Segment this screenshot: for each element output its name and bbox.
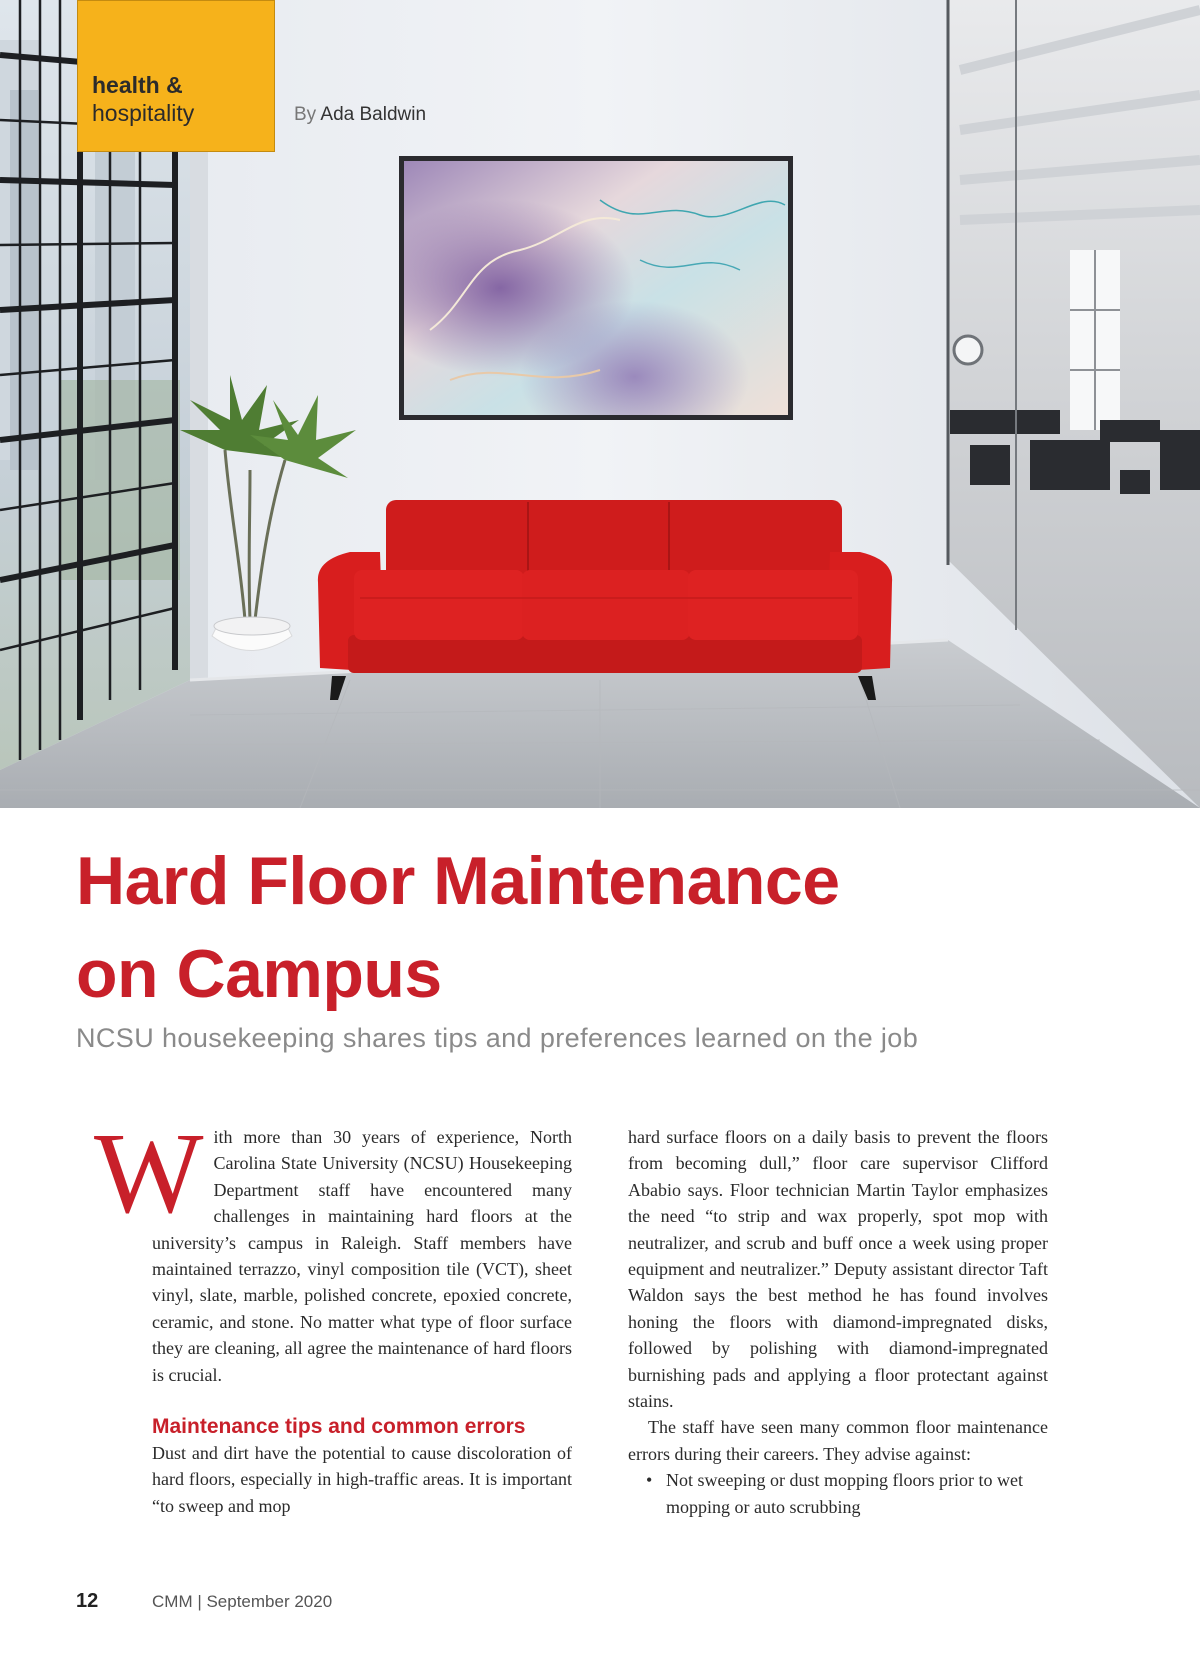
section-tag	[77, 0, 275, 152]
errors-intro: The staff have seen many common floor maintenance errors during their careers. They advise against:	[628, 1417, 1048, 1464]
page-number: 12	[76, 1590, 99, 1612]
hero-photo	[0, 0, 1200, 808]
article-headline	[76, 835, 1126, 1021]
list-item: • Not sweeping or dust mopping floors prior to wet mopping or auto scrubbing	[646, 1470, 1023, 1517]
footer-publication: CMM | September 2020	[152, 1592, 333, 1611]
drop-cap: W	[94, 1110, 204, 1238]
errors-list	[628, 1467, 1048, 1520]
section-heading: Maintenance tips and common errors	[152, 1415, 526, 1439]
section-paragraph-start: Dust and dirt have the potential to cause discoloration of hard floors, especially in high-traffic areas. It is important “to sweep and mop	[152, 1443, 572, 1516]
byline-author: Ada Baldwin	[320, 104, 427, 125]
article-subheadline: NCSU housekeeping shares tips and preferences learned on the job	[76, 1023, 919, 1053]
byline-prefix: By	[294, 104, 317, 125]
section-paragraph-continued: hard surface floors on a daily basis to prevent the floors from becoming dull,” floor care supervisor Clifford Ababio says. Floor technician Martin Taylor emphasizes the need “to strip and wax properly, spot mop with neutralizer, and scrub and buff once a week using proper equipment and neutralizer.” Deputy assistant director Taft Waldon says the best method he has found involves honing the floors with diamond-impregnated disks, followed by polishing with diamond-impregnated burnishing pads and applying a floor protectant against stains.	[628, 1127, 1048, 1412]
list-item-text: Not sweeping or dust mopping floors prior to wet mopping or auto scrubbing	[666, 1470, 1023, 1517]
headline-line2: on Campus	[76, 936, 442, 1012]
section-tag-line2: hospitality	[92, 100, 195, 126]
intro-paragraph	[94, 1110, 572, 1388]
headline-line1: Hard Floor Maintenance	[76, 843, 840, 919]
byline	[294, 104, 426, 126]
section-tag-line1: health &	[92, 72, 183, 98]
article-column-left	[94, 1110, 572, 1519]
article-column-right	[628, 1124, 1048, 1520]
intro-text: ith more than 30 years of experience, North Carolina State University (NCSU) Housekeeping Department staff have encountered many challenges in maintaining hard floors at the university’s campus in Raleigh. Staff members have maintained terrazzo, vinyl composition tile (VCT), sheet vinyl, slate, marble, polished concrete, epoxied concrete, ceramic, and stone. No matter what type of floor surface they are cleaning, all agree the maintenance of hard floors is crucial.	[152, 1127, 572, 1385]
